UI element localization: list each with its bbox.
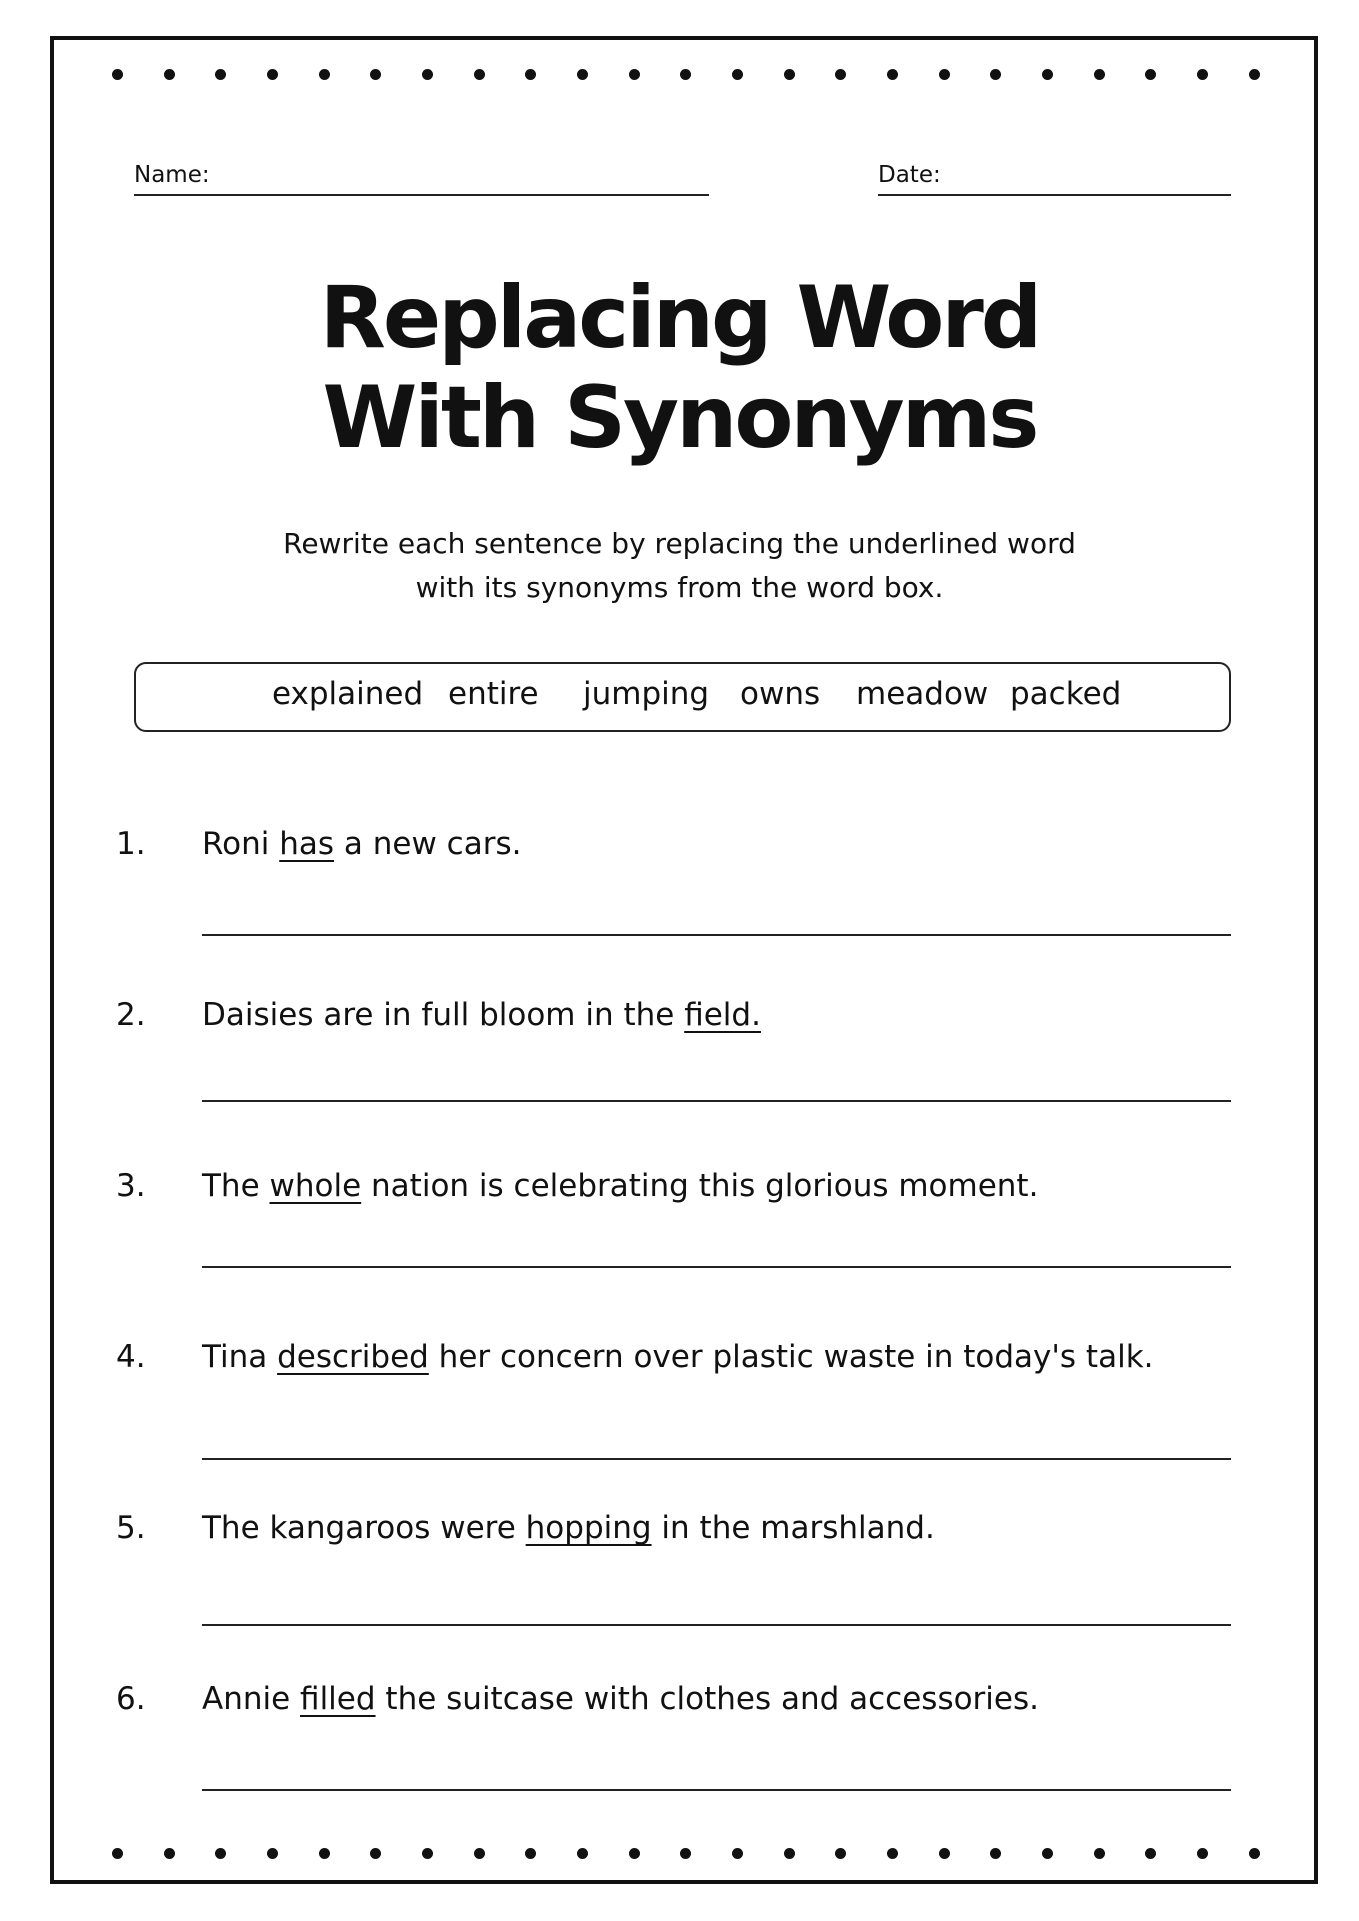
question-number: 1.: [116, 826, 146, 862]
dot: [319, 69, 330, 80]
dot: [887, 1848, 898, 1859]
question-number: 3.: [116, 1168, 146, 1204]
answer-line[interactable]: [202, 1458, 1231, 1460]
underlined-word: field.: [684, 997, 761, 1033]
name-label: Name:: [134, 162, 210, 188]
question-sentence: [202, 1510, 935, 1546]
sentence-part: Roni: [202, 826, 280, 862]
top-dot-row: [112, 68, 1260, 80]
dot: [215, 69, 226, 80]
dot: [215, 1848, 226, 1859]
answer-line[interactable]: [202, 1100, 1231, 1102]
dot: [1197, 1848, 1208, 1859]
word-box-item: jumping: [583, 676, 710, 712]
dot: [1042, 69, 1053, 80]
dot: [732, 1848, 743, 1859]
question-sentence: [202, 1339, 1154, 1375]
sentence-part: The kangaroos were: [202, 1510, 526, 1546]
instructions: [0, 522, 1359, 610]
dot: [525, 69, 536, 80]
sentence-part: The: [202, 1168, 270, 1204]
word-box-item: owns: [740, 676, 821, 712]
sentence-part: a new cars.: [334, 826, 522, 862]
question-sentence: [202, 1681, 1039, 1717]
dot: [577, 1848, 588, 1859]
question-sentence: [202, 997, 761, 1033]
dot: [629, 1848, 640, 1859]
underlined-word: whole: [269, 1168, 362, 1204]
underlined-word: has: [279, 826, 335, 862]
answer-line[interactable]: [202, 1789, 1231, 1791]
answer-line[interactable]: [202, 1266, 1231, 1268]
dot: [835, 1848, 846, 1859]
underlined-word: filled: [300, 1681, 376, 1717]
dot: [1249, 1848, 1260, 1859]
date-field[interactable]: [878, 156, 1231, 196]
answer-line[interactable]: [202, 934, 1231, 936]
word-box-item: meadow: [856, 676, 989, 712]
title-line-2: With Synonyms: [322, 368, 1037, 468]
dot: [267, 69, 278, 80]
dot: [990, 69, 1001, 80]
dot: [1197, 69, 1208, 80]
worksheet-title: [0, 268, 1359, 468]
sentence-part: Daisies are in full bloom in the: [202, 997, 685, 1033]
dot: [1042, 1848, 1053, 1859]
instructions-line-2: with its synonyms from the word box.: [415, 571, 944, 604]
question-number: 6.: [116, 1681, 146, 1717]
dot: [835, 69, 846, 80]
date-label: Date:: [878, 162, 941, 188]
dot: [370, 69, 381, 80]
dot: [939, 69, 950, 80]
dot: [939, 1848, 950, 1859]
sentence-part: nation is celebrating this glorious moment.: [361, 1168, 1039, 1204]
sentence-part: in the marshland.: [651, 1510, 935, 1546]
sentence-part: Tina: [202, 1339, 278, 1375]
dot: [732, 69, 743, 80]
sentence-part: her concern over plastic waste in today's talk.: [428, 1339, 1154, 1375]
name-field[interactable]: [134, 156, 709, 196]
sentence-part: the suitcase with clothes and accessories.: [375, 1681, 1039, 1717]
dot: [112, 1848, 123, 1859]
sentence-part: Annie: [202, 1681, 301, 1717]
question-number: 4.: [116, 1339, 146, 1375]
dot: [577, 69, 588, 80]
dot: [112, 69, 123, 80]
dot: [680, 1848, 691, 1859]
underlined-word: described: [277, 1339, 429, 1375]
underlined-word: hopping: [525, 1510, 652, 1546]
dot: [319, 1848, 330, 1859]
dot: [680, 69, 691, 80]
bottom-dot-row: [112, 1847, 1260, 1859]
answer-line[interactable]: [202, 1624, 1231, 1626]
dot: [1249, 69, 1260, 80]
dot: [1094, 1848, 1105, 1859]
dot: [1094, 69, 1105, 80]
dot: [1145, 69, 1156, 80]
word-box-item: packed: [1010, 676, 1122, 712]
dot: [784, 1848, 795, 1859]
dot: [474, 69, 485, 80]
dot: [422, 69, 433, 80]
dot: [629, 69, 640, 80]
title-line-1: Replacing Word: [319, 268, 1040, 368]
dot: [164, 69, 175, 80]
dot: [370, 1848, 381, 1859]
word-box-item: explained: [272, 676, 424, 712]
word-box: [134, 662, 1231, 732]
instructions-line-1: Rewrite each sentence by replacing the underlined word: [283, 527, 1076, 560]
dot: [887, 69, 898, 80]
question-sentence: [202, 1168, 1038, 1204]
question-sentence: [202, 826, 521, 862]
dot: [784, 69, 795, 80]
question-number: 2.: [116, 997, 146, 1033]
word-box-item: entire: [448, 676, 539, 712]
dot: [990, 1848, 1001, 1859]
dot: [525, 1848, 536, 1859]
dot: [474, 1848, 485, 1859]
dot: [422, 1848, 433, 1859]
question-number: 5.: [116, 1510, 146, 1546]
dot: [164, 1848, 175, 1859]
dot: [1145, 1848, 1156, 1859]
dot: [267, 1848, 278, 1859]
